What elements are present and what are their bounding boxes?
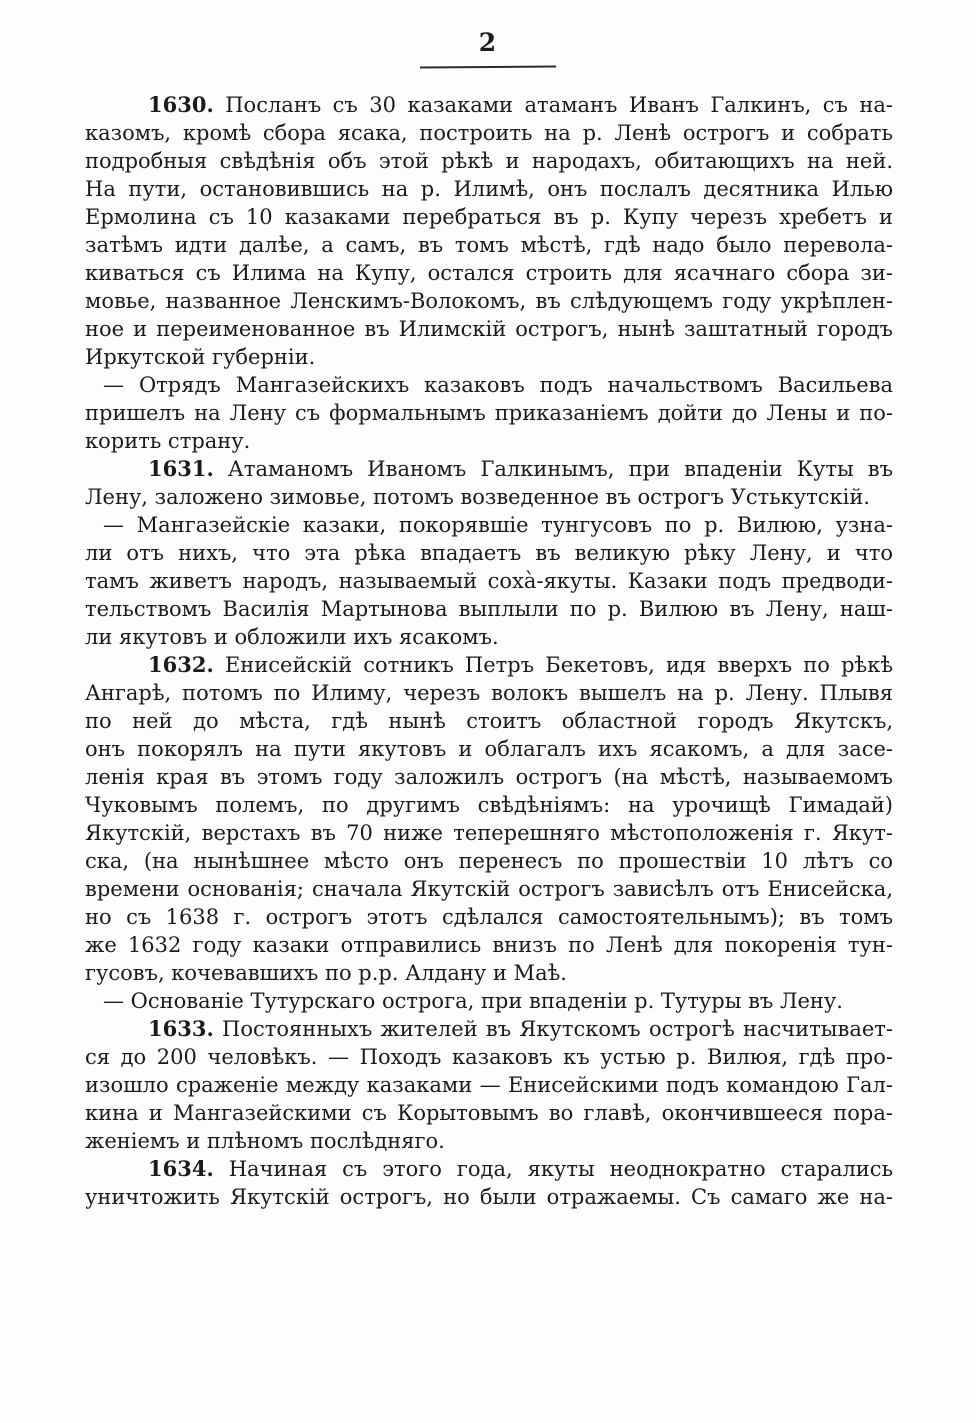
dash-marker: — [103,989,124,1013]
text-line: ли отъ нихъ, что эта рѣка впадаетъ въ великую рѣку Лену, и что [85,541,893,565]
text-line: тельствомъ Василія Мартынова выплыли по р. Вилюю въ Лену, наш- [85,597,893,621]
year-entry-1631 [85,455,893,511]
text-line: казомъ, кромѣ сбора ясака, построить на р. Ленѣ острогъ и собрать [85,121,893,145]
year-entry-1633 [85,1015,893,1155]
text-line: Чуковымъ полемъ, по другимъ свѣдѣніямъ: на урочищѣ Гимадай) [85,793,893,817]
text-line: Якутскій, верстахъ въ 70 ниже теперешняго мѣстоположенія г. Якут- [85,821,893,845]
text-line: тамъ живетъ народъ, называемый соха̀-якуты. Казаки подъ предводи- [85,569,893,593]
year-entry-1634 [85,1155,893,1211]
text-line: же 1632 году казаки отправились внизъ по Ленѣ для покоренія тун- [85,933,893,957]
text-line: гусовъ, кочевавшихъ по р.р. Алдану и Маѣ. [85,961,567,985]
text-line: — Мангазейскіе казаки, покорявшіе тунгусовъ по р. Вилюю, узна- [103,513,893,537]
text-line: 1632. Енисейскій сотникъ Петръ Бекетовъ, идя вверхъ по рѣкѣ [148,652,893,677]
page-body [85,91,893,1211]
year-entry-1632 [85,651,893,987]
text-line: затѣмъ идти далѣе, а самъ, въ томъ мѣстѣ, гдѣ надо было перевола- [85,233,893,257]
text-line: Ангарѣ, потомъ по Илиму, черезъ волокъ вышелъ на р. Лену. Плывя [85,681,893,705]
text-line: подробныя свѣдѣнія объ этой рѣкѣ и народахъ, обитающихъ на ней. [85,149,893,173]
dash-entry [85,987,893,1015]
text-line: ленія края въ этомъ году заложилъ острогъ (на мѣстѣ, называемомъ [85,765,893,789]
text-line: пришелъ на Лену съ формальнымъ приказаніемъ дойти до Лены и по- [85,401,893,425]
dash-marker: — [103,513,124,537]
text-line: 1631. Атаманомъ Иваномъ Галкинымъ, при впаденіи Куты въ [148,456,893,481]
year-label: 1634. [148,1156,214,1181]
text-line: ли якутовъ и обложили ихъ ясакомъ. [85,625,499,649]
text-line: Ермолина съ 10 казаками перебраться въ р. Купу черезъ хребетъ и [85,205,893,229]
text-line: но съ 1638 г. острогъ этотъ сдѣлался самостоятельнымъ); въ томъ [85,905,893,929]
text-line: уничтожить Якутскій острогъ, но были отражаемы. Съ самаго же на- [85,1185,893,1209]
text-line: ся до 200 человѣкъ. — Походъ казаковъ къ устью р. Вилюя, гдѣ про- [85,1045,893,1069]
page-number: 2 [478,28,498,57]
text-line: мовье, названное Ленскимъ-Волокомъ, въ слѣдующемъ году укрѣплен- [85,289,893,313]
text-line: времени основанія; сначала Якутскій острогъ зависѣлъ отъ Енисейска, [85,877,893,901]
text-line: киваться съ Илима на Купу, остался строить для ясачнаго сбора зи- [85,261,893,285]
dash-marker: — [103,373,124,397]
text-line: онъ покорялъ на пути якутовъ и облагалъ ихъ ясакомъ, а для засе- [85,737,893,761]
dash-entry [85,511,893,651]
text-line: — Основаніе Тутурскаго острога, при впаденіи р. Тутуры въ Лену. [103,989,843,1013]
text-line: 1634. Начиная съ этого года, якуты неоднократно старались [148,1156,893,1181]
text-line: женіемъ и плѣномъ послѣдняго. [85,1129,445,1153]
text-line: кина и Мангазейскими съ Корытовымъ во главѣ, окончившееся пора- [85,1101,893,1125]
header-rule [420,66,556,69]
text-line: ска, (на нынѣшнее мѣсто онъ перенесъ по прошествіи 10 лѣтъ со [85,849,893,873]
year-entry-1630 [85,91,893,371]
text-line: На пути, остановившись на р. Илимѣ, онъ послалъ десятника Илью [85,177,893,201]
year-label: 1631. [148,456,214,481]
text-line: — Отрядъ Мангазейскихъ казаковъ подъ начальствомъ Васильева [103,373,893,397]
text-line: Иркутской губерніи. [85,345,316,369]
year-label: 1633. [148,1016,214,1041]
text-line: изошло сраженіе между казаками — Енисейскими подъ командою Гал- [85,1073,893,1097]
text-line: Лену, заложено зимовье, потомъ возведенное въ острогъ Устькутскій. [85,485,871,509]
text-line: 1633. Постоянныхъ жителей въ Якутскомъ острогѣ насчитывает- [148,1016,893,1041]
text-line: корить страну. [85,429,251,453]
year-label: 1632. [148,652,214,677]
dash-entry [85,371,893,455]
text-line: 1630. Посланъ съ 30 казаками атаманъ Иванъ Галкинъ, съ на- [148,92,893,117]
text-line: по ней до мѣста, гдѣ нынѣ стоитъ областной городъ Якутскъ, [85,709,893,733]
text-line: ное и переименованное въ Илимскій острогъ, нынѣ заштатный городъ [85,317,893,341]
year-label: 1630. [148,92,214,117]
